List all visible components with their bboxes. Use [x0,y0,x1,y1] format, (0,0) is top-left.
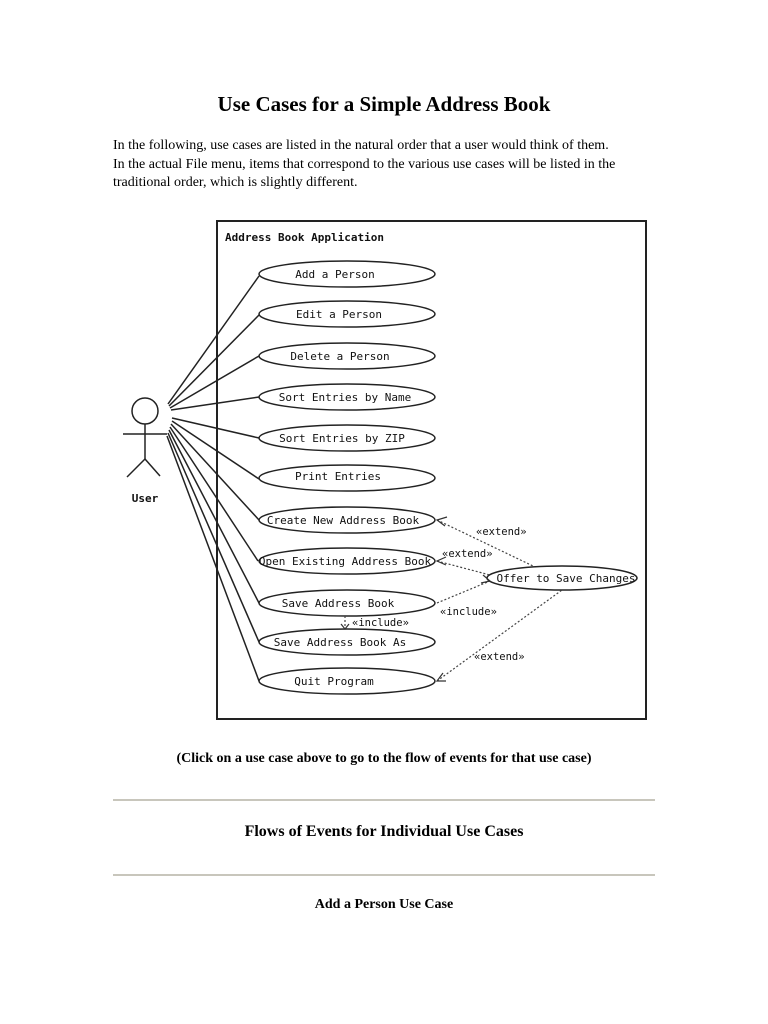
use-case-label: Sort Entries by ZIP [279,432,405,445]
use-case-offer-to-save-changes[interactable] [487,566,637,590]
system-boundary-label: Address Book Application [225,231,384,244]
use-case-print-entries[interactable] [259,465,435,491]
use-case-sort-by-zip[interactable] [259,425,435,451]
actor-label: User [131,492,159,505]
use-case-label: Sort Entries by Name [278,391,412,404]
use-case-label: Delete a Person [290,350,390,363]
use-case-save-address-book[interactable] [259,590,435,616]
use-case-open-address-book[interactable] [259,548,435,574]
use-case-diagram [110,210,650,730]
use-case-heading: Add a Person Use Case [314,897,454,912]
user-actor-icon [123,398,167,477]
use-case-label: Save Address Book [281,597,395,610]
intro-paragraph [113,137,673,193]
intro-line-1: In the following, use cases are listed in the natural order that a user would think of them. [113,138,609,153]
use-case-label: Print Entries [294,470,382,483]
use-case-sort-by-name[interactable] [259,384,435,410]
page-title: Use Cases for a Simple Address Book [217,92,551,116]
use-case-save-address-book-as[interactable] [259,629,435,655]
use-case-quit-program[interactable] [259,668,435,694]
use-case-label: Create New Address Book [266,514,420,527]
use-case-create-address-book[interactable] [259,507,435,533]
horizontal-rule [113,874,655,876]
use-case-label: Offer to Save Changes [496,572,636,585]
use-case-edit-person[interactable] [259,301,435,327]
extend-label-quit: «extend» [474,651,525,663]
extend-label-create: «extend» [476,526,527,538]
use-case-label: Save Address Book As [273,636,407,649]
diagram-caption: (Click on a use case above to go to the flow of events for that use case) [176,751,592,766]
use-case-label: Quit Program [294,675,374,688]
section-heading: Flows of Events for Individual Use Cases [244,823,524,840]
include-label-save-as: «include» [352,617,409,629]
use-case-label: Edit a Person [295,308,383,321]
include-label-save: «include» [440,606,497,618]
extend-label-open: «extend» [442,548,493,560]
intro-line-2: In the actual File menu, items that correspond to the various use cases will be listed in the [113,156,616,172]
use-case-delete-person[interactable] [259,343,435,369]
use-case-add-person[interactable] [259,261,435,287]
intro-line-3: traditional order, which is slightly different. [113,175,358,190]
horizontal-rule [113,799,655,801]
use-case-label: Open Existing Address Book [258,555,432,568]
use-case-label: Add a Person [295,268,375,281]
